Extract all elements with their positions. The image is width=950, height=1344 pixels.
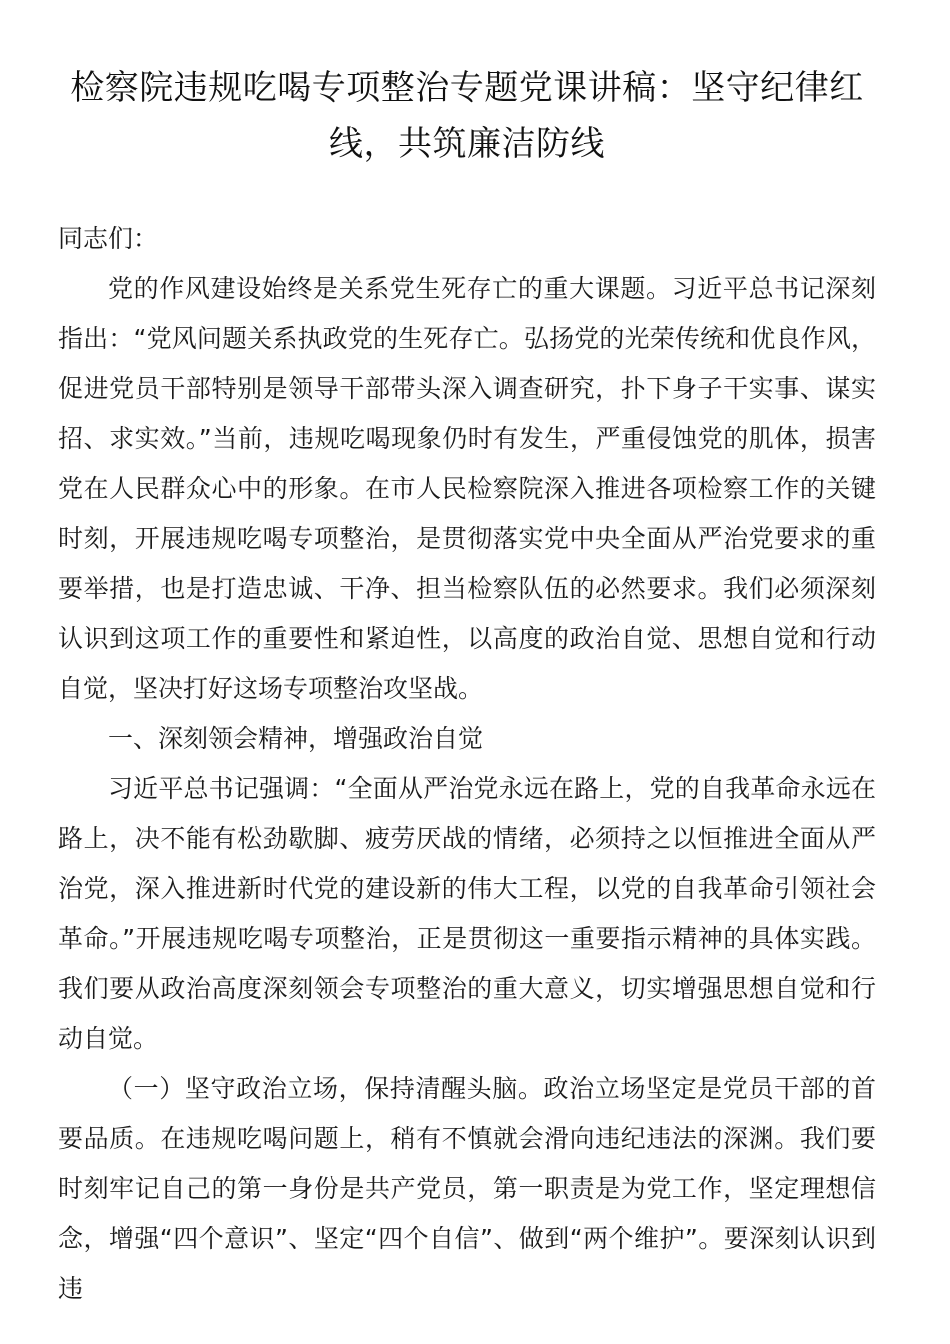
section-heading-1: 一、深刻领会精神，增强政治自觉 — [108, 724, 484, 753]
paragraph-section-1: 习近平总书记强调：“全面从严治党永远在路上，党的自我革命永远在路上，决不能有松劲歇脚、疲劳厌战的情绪，必须持之以恒推进全面从严治党，深入推进新时代党的建设新的伟大工程，以党的自我革命引领社会革命。”开展违规吃喝专项整治，正是贯彻这一重要指示精神的具体实践。我们要从政治高度深刻领会专项整治的重大意义，切实增强思想自觉和行动自觉。 — [58, 774, 876, 1053]
document-body — [58, 214, 876, 1314]
paragraph-intro: 党的作风建设始终是关系党生死存亡的重大课题。习近平总书记深刻指出：“党风问题关系执政党的生死存亡。弘扬党的光荣传统和优良作风，促进党员干部特别是领导干部带头深入调查研究，扑下身子干实事、谋实招、求实效。”当前，违规吃喝现象仍时有发生，严重侵蚀党的肌体，损害党在人民群众心中的形象。在市人民检察院深入推进各项检察工作的关键时刻，开展违规吃喝专项整治，是贯彻落实党中央全面从严治党要求的重要举措，也是打造忠诚、干净、担当检察队伍的必然要求。我们必须深刻认识到这项工作的重要性和紧迫性，以高度的政治自觉、思想自觉和行动自觉，坚决打好这场专项整治攻坚战。 — [58, 274, 876, 703]
salutation: 同志们： — [58, 224, 159, 253]
document-title: 检察院违规吃喝专项整治专题党课讲稿：坚守纪律红线，共筑廉洁防线 — [70, 68, 864, 164]
paragraph-subsection-1: （一）坚守政治立场，保持清醒头脑。政治立场坚定是党员干部的首要品质。在违规吃喝问题上，稍有不慎就会滑向违纪违法的深渊。我们要时刻牢记自己的第一身份是共产党员，第一职责是为党工作，坚定理想信念，增强“四个意识”、坚定“四个自信”、做到“两个维护”。要深刻认识到违 — [58, 1074, 876, 1303]
